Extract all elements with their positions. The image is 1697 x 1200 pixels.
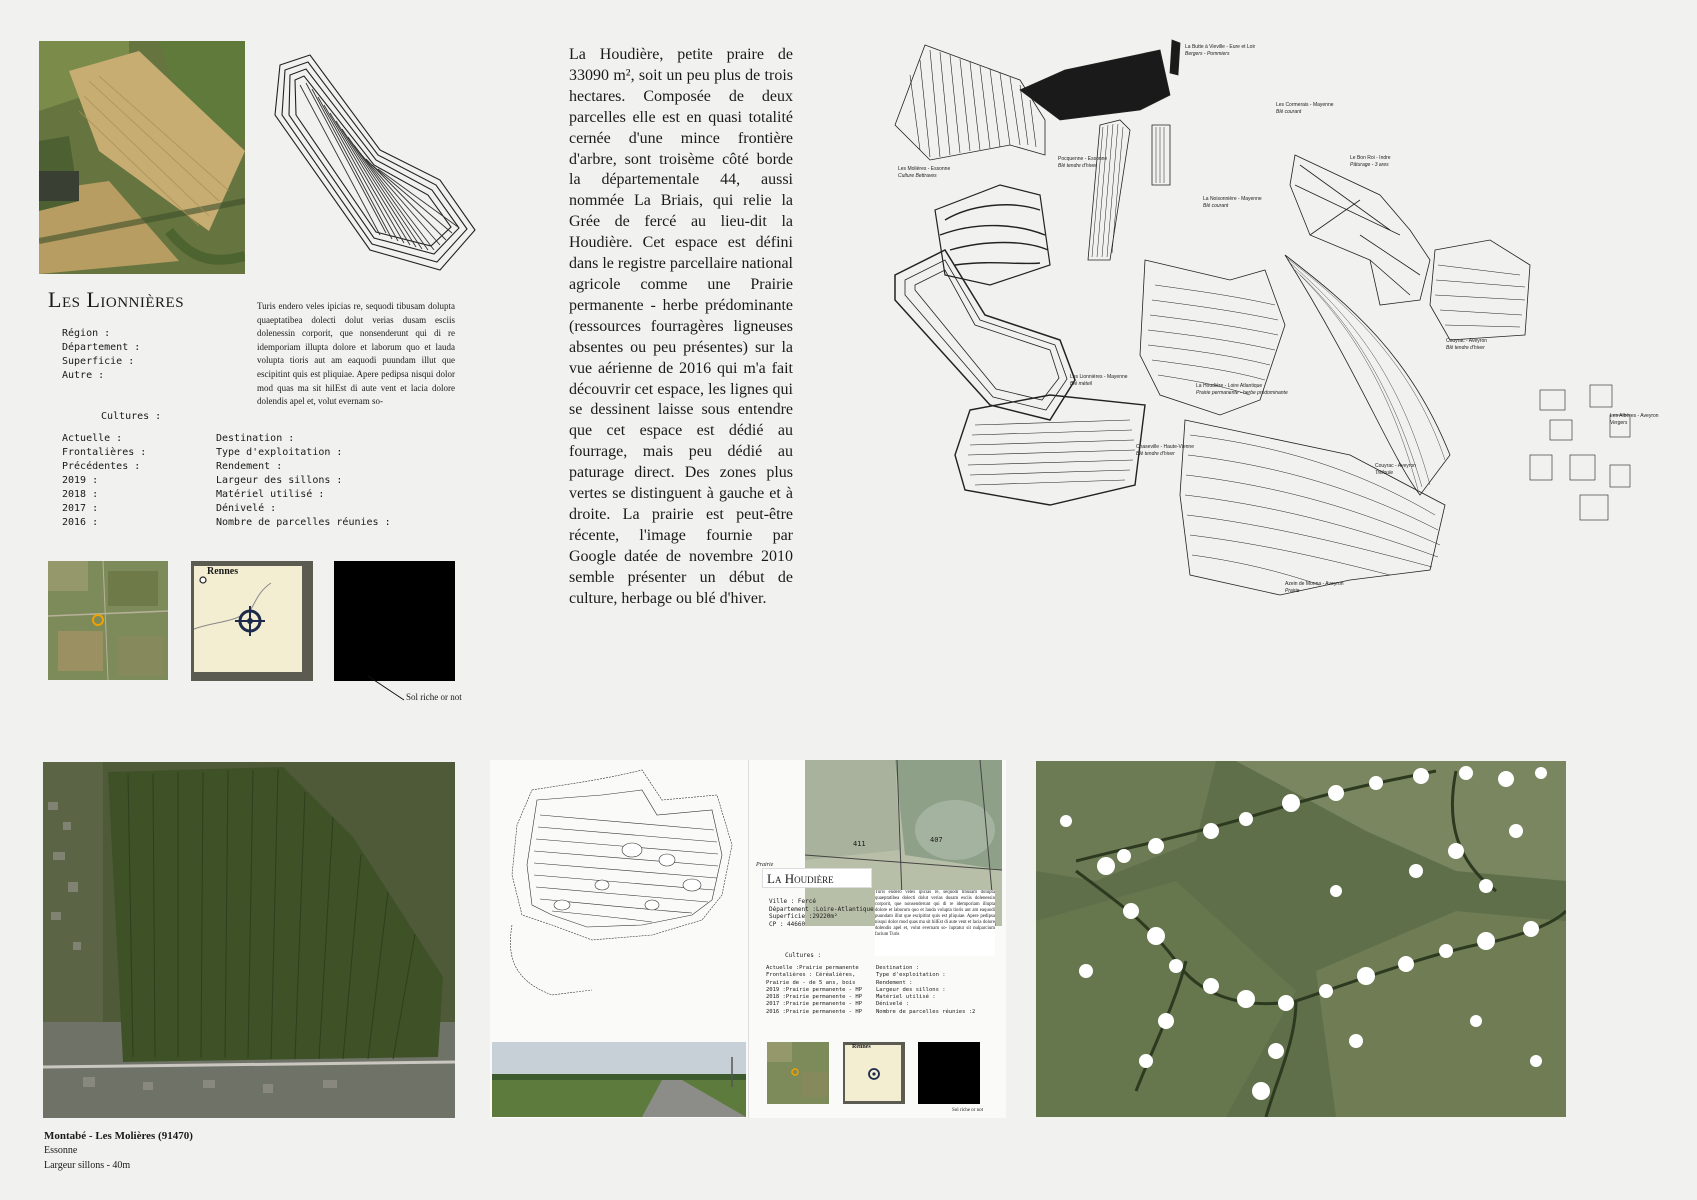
label-butte: La Butte à Vieville - Eure et Loir bbox=[1185, 44, 1256, 50]
svg-text:Pâturage - 3 ares: Pâturage - 3 ares bbox=[1350, 162, 1389, 168]
svg-text:Prairie: Prairie bbox=[1285, 588, 1300, 594]
field-autre: Autre : bbox=[62, 370, 105, 381]
houdiere-soil-caption: Sol riche or not bbox=[952, 1108, 983, 1113]
lionnieres-body-text: Turis endero veles ipicias re, sequodi tibusam dolupta quaeptatibea dolecti dolut verias dusam esciis dolenessin corporit, que nonsenderunt qui di re idemporiam illupta dolore et laborum quo et lauda volupta tioris aut am eaquodi puundam illut que escipitint quis est pliquiae. Apere pedipsa nisqui dolor mod quas ma sit hilEst di aute vent et lacia dolore dolendis apel et, volut evernam so- bbox=[257, 301, 455, 407]
plot-bon-roi bbox=[1290, 155, 1430, 305]
label-couyrac: Couyrac - Aveyron bbox=[1446, 338, 1488, 344]
cultures-left-list bbox=[62, 432, 146, 530]
svg-text:Blé tendre d'hiver: Blé tendre d'hiver bbox=[1446, 345, 1485, 351]
soil-caption: Sol riche or not bbox=[406, 692, 462, 702]
culture-frontalieres: Frontalières : bbox=[62, 447, 147, 458]
plot-butte-vieville bbox=[1020, 50, 1170, 120]
houdiere-cultures-label: Cultures : bbox=[785, 952, 822, 959]
houdiere-cultures-right: Destination : Type d'exploitation : Rendement : Largeur des sillons : Matériel utilisé : Dénivelé : Nombre de parcelles réunies :2 bbox=[876, 965, 976, 1015]
map-city-label: Rennes bbox=[207, 566, 239, 577]
svg-text:Trèfoule: Trèfoule bbox=[1375, 470, 1393, 476]
svg-text:Prairie permanente - herbe pré: Prairie permanente - herbe prédominante bbox=[1196, 390, 1288, 396]
houdiere-soil-black-square bbox=[918, 1042, 980, 1104]
svg-text:Bergers - Pommiers: Bergers - Pommiers bbox=[1185, 51, 1230, 57]
culture-type: Type d'exploitation : bbox=[216, 447, 343, 458]
svg-text:Blé méteil: Blé méteil bbox=[1070, 381, 1092, 387]
houdiere-title-box bbox=[762, 868, 872, 888]
culture-actuelle: Actuelle : bbox=[62, 433, 123, 444]
label-couyrac-trefoule: Couyrac - Aveyron bbox=[1375, 463, 1417, 469]
lionnieres-satellite-thumb bbox=[48, 561, 168, 680]
label-lionnieres: Les Lionnières - Mayenne bbox=[1070, 374, 1128, 380]
svg-text:Blé courant: Blé courant bbox=[1276, 109, 1302, 115]
field-superficie: Superficie : bbox=[62, 356, 135, 367]
label-chaseville: Chaseville - Haute-Vienne bbox=[1136, 444, 1194, 450]
label-cormerais: Les Cormerais - Mayenne bbox=[1276, 102, 1334, 108]
houdiere-kicker: Prairie bbox=[756, 862, 774, 868]
cadastre-plot-407: 407 bbox=[930, 836, 943, 844]
label-alberes: Les Albères - Aveyron bbox=[1610, 413, 1659, 419]
montabe-region: Essonne bbox=[44, 1145, 78, 1156]
lionnieres-plot-drawing bbox=[260, 45, 480, 275]
culture-2018: 2018 : bbox=[62, 489, 99, 500]
label-pocquenne: Pocquenne - Essonne bbox=[1058, 156, 1108, 162]
houdiere-cultures-left: Actuelle :Prairie permanente Frontalières : Céréalières, Prairie de - de 5 ans, bois 2019 :Prairie permanente - HP 2018 :Prairie permanente - HP 2017 :Prairie permanente - HP 2016 :Prairie permanente - HP bbox=[766, 965, 863, 1015]
plot-alberes bbox=[1530, 385, 1630, 520]
culture-precedentes: Précédentes : bbox=[62, 461, 141, 472]
montabe-aerial-photo bbox=[43, 762, 455, 1118]
culture-2016: 2016 : bbox=[62, 517, 99, 528]
houdiere-info-fields: Ville : Fercé Département :Loire-Atlantique Superficie :29220m² CP : 44660 bbox=[769, 898, 874, 928]
svg-text:Vergers: Vergers bbox=[1610, 420, 1628, 426]
svg-text:Blé courant: Blé courant bbox=[1203, 203, 1229, 209]
plot-chaseville bbox=[955, 395, 1145, 505]
houdiere-road-photo bbox=[492, 1042, 746, 1117]
cultures-label: Cultures : bbox=[101, 411, 162, 422]
culture-destination: Destination : bbox=[216, 433, 295, 444]
lionnieres-field-list bbox=[62, 327, 140, 383]
culture-parcelles: Nombre de parcelles réunies : bbox=[216, 517, 391, 528]
plot-lionnieres bbox=[895, 250, 1075, 420]
houdiere-body-text: Turis endero veles ipicias re, sequodi tibusam dolupta quaeptatibea dolecti dolut verias dusam esciis dolenessin corporit, que nonsenderunt qui di re idemporiam illupta dolore et laborum quo et lauda volupta tioris aut am eaquodi puundam illut que escipitint quis est pliquiae. Apere pedipsa nisqui dolor mod quas ma sit hilEst di aute vent et lacia dolore dolendis apel et, volut evernam so- luptatur sit nulparcium facium Turis bbox=[875, 890, 995, 956]
soil-caption-leader bbox=[368, 676, 408, 704]
cadastre-plot-411: 411 bbox=[853, 840, 866, 848]
plot-azein bbox=[1180, 420, 1445, 595]
houdiere-description-paragraph: La Houdière, petite praire de 33090 m², soit un peu plus de trois hectares. Composée de deux parcelles elle est en quasi totalité cernée d'une mince frontière d'arbre, sont troisème côté borde la départementale 44, aussi nommée La Briais, qui relie la Grée de fercé au lieu-dit la Houdière. Cet espace est défini dans le registre parcellaire national agricole comme une Prairie permanente - herbe prédominante (ressources fourragères ligneuses absentes ou peu présentes) sur la vue aérienne de 2016 qui m'a fait découvrir cet espace, les lignes qui se dessinent laisse sous entendre que cet espace est dédié au fourrage, mais peu dédié au paturage direct. Des zones plus vertes se distinguent à gauche et à droite. La prairie est peut-être récente, l'image fournie par Google datée de novembre 2010 semble présenter un début de culture, herbage ou blé d'hiver. bbox=[569, 46, 793, 607]
houdiere-title: La Houdière bbox=[767, 871, 834, 886]
field-departement: Département : bbox=[62, 342, 141, 353]
label-bon-roi: Le Bon Roi - Indre bbox=[1350, 155, 1391, 161]
culture-2019: 2019 : bbox=[62, 475, 99, 486]
montabe-width: Largeur sillons - 40m bbox=[44, 1160, 131, 1171]
cultures-right-list bbox=[216, 432, 391, 530]
culture-2017: 2017 : bbox=[62, 503, 99, 514]
lionnieres-location-map bbox=[191, 561, 313, 681]
culture-materiel: Matériel utilisé : bbox=[216, 489, 325, 500]
label-houdiere: La Houdière - Loire Atlantique bbox=[1196, 383, 1263, 389]
culture-largeur: Largeur des sillons : bbox=[216, 475, 343, 486]
culture-denivele: Dénivelé : bbox=[216, 503, 277, 514]
houdiere-satellite-thumb bbox=[767, 1042, 829, 1104]
svg-text:Culture Bettraves: Culture Bettraves bbox=[898, 173, 937, 179]
lionnieres-title: Les Lionnières bbox=[48, 287, 185, 312]
svg-text:Blé tendre d'hiver: Blé tendre d'hiver bbox=[1136, 451, 1175, 457]
plot-couyrac-trefoule bbox=[1285, 255, 1450, 495]
plot-noisonniere bbox=[1088, 120, 1130, 260]
houdiere-map-city: Rennes bbox=[852, 1044, 871, 1050]
label-noisonniere: La Noisonnière - Mayenne bbox=[1203, 196, 1262, 202]
houdiere-plot-drawing bbox=[492, 765, 747, 1000]
label-azein: Azein de Monna - Aveyron bbox=[1285, 581, 1344, 587]
field-region: Région : bbox=[62, 328, 111, 339]
lionnieres-aerial-photo bbox=[39, 41, 245, 274]
plot-pocquenne bbox=[935, 185, 1050, 285]
label-molieres: Les Molières - Essonne bbox=[898, 166, 951, 172]
montabe-title: Montabé - Les Molières (91470) bbox=[44, 1130, 193, 1142]
houdiere-location-map bbox=[843, 1042, 905, 1104]
houdiere-tree-mask-aerial bbox=[1036, 761, 1566, 1117]
svg-text:Blé tendre d'hiver: Blé tendre d'hiver bbox=[1058, 163, 1097, 169]
lionnieres-soil-black-square bbox=[334, 561, 455, 681]
culture-rendement: Rendement : bbox=[216, 461, 283, 472]
field-plots-collection bbox=[890, 35, 1680, 635]
